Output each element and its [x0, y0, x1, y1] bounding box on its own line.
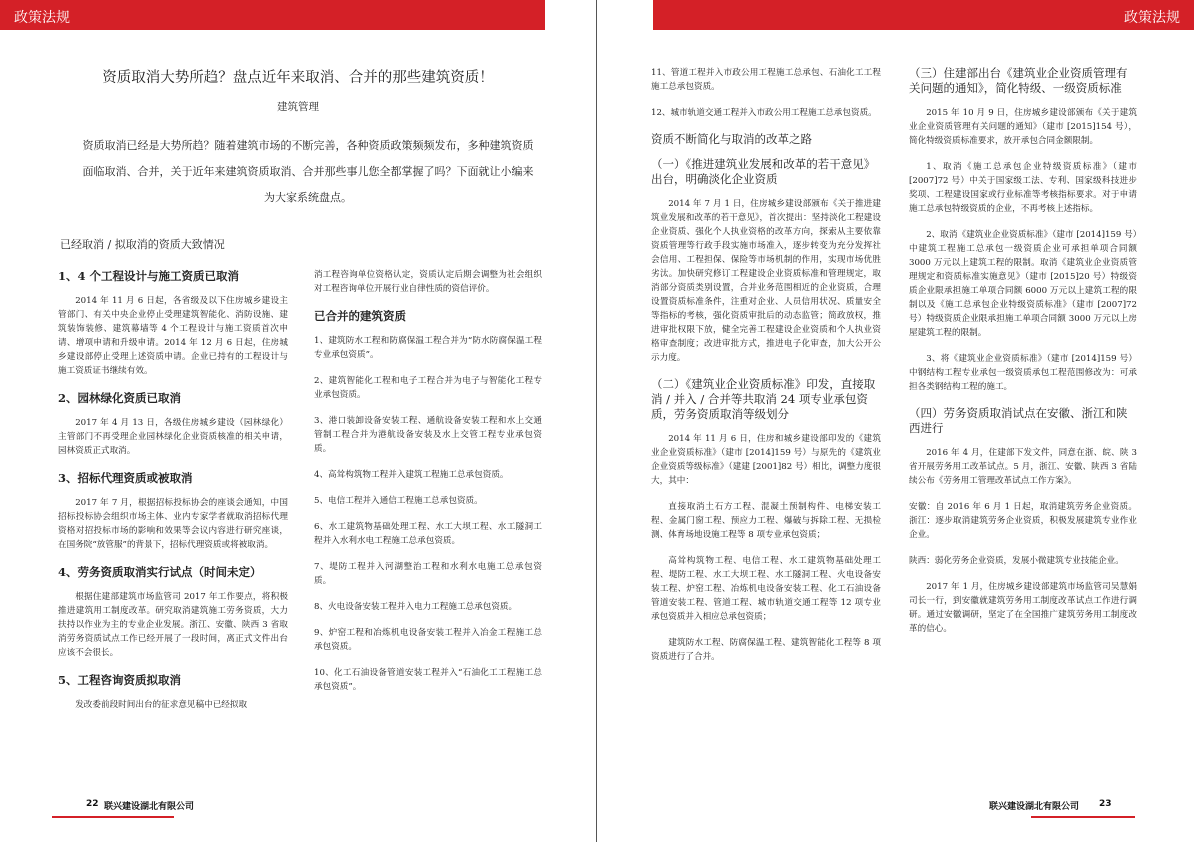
page-number-right: 23 — [1099, 799, 1112, 809]
paragraph: 3、将《建筑业企业资质标准》（建市 [2014]159 号）中钢结构工程专业承包一级资质承包工程范围修改为：可承担各类钢结构工程的施工。 — [909, 354, 1137, 392]
paragraph: 9、炉窑工程和冶炼机电设备安装工程并入冶金工程施工总承包资质。 — [314, 628, 542, 652]
subheading: 2、园林绿化资质已取消 — [58, 391, 182, 405]
footer-company-right: 联兴建设湖北有限公司 — [989, 802, 1080, 812]
right-column-1 — [651, 66, 881, 676]
paragraph: 建筑防水工程、防腐保温工程、建筑智能化工程等 8 项资质进行了合并。 — [651, 638, 881, 662]
subheading: 5、工程咨询资质拟取消 — [58, 673, 182, 687]
paragraph: 2、建筑智能化工程和电子工程合并为电子与智能化工程专业承包资质。 — [314, 376, 542, 400]
paragraph: 1、建筑防水工程和防腐保温工程合并为“防水防腐保温工程专业承包资质”。 — [314, 336, 542, 360]
header-label-left: 政策法规 — [14, 10, 70, 26]
page-number-left: 22 — [86, 799, 99, 809]
subheading: 3、招标代理资质或被取消 — [58, 471, 193, 485]
paragraph: 2014 年 7 月 1 日，住房城乡建设部颁布《关于推进建筑业发展和改革的若干意见》，首次提出：坚持淡化工程建设企业资质、强化个人执业资格的改革方向，探索从主要依靠资质管理等行政手段实施市场准入，逐步转变为充分发挥社会信用、工程担保、保险等市场机制的作用，实现市场优胜劣汰。加快研究修订工程建设企业资质标准和管理规定，取消部分资质类别设置，合并业务范围相近的企业资质，合理设置资质标准条件，注重对企业、人员信用状况、质量安全等指标的考核，强化资质审批后的动态监管；简政放权，推进审批权限下放，健全完善工程建设企业资质和个人执业资格审查制度；改进审批方式，推进电子化审查，加大公开公示力度。 — [651, 199, 881, 363]
header-label-right: 政策法规 — [1124, 10, 1180, 26]
subheading: （一）《推进建筑业发展和改革的若干意见》出台，明确淡化企业资质 — [651, 157, 876, 186]
left-column-2 — [314, 268, 542, 706]
subheading: 1、4 个工程设计与施工资质已取消 — [58, 269, 240, 283]
article-author: 建筑管理 — [277, 101, 319, 113]
paragraph: 高耸构筑物工程、电信工程、水工建筑物基础处理工程、堤防工程、水工大坝工程、水工隧洞工程、火电设备安装工程、炉窑工程、冶炼机电设备安装工程、化工石油设备管道安装工程、管道工程、城市轨道交通工程等 12 项专业承包资质并入相应总承包资质； — [651, 556, 881, 622]
paragraph: 2017 年 4 月 13 日，各级住房城乡建设（园林绿化）主管部门不再受理企业园林绿化企业资质核准的相关申请，园林资质正式取消。 — [58, 418, 288, 456]
article-intro: 资质取消已经是大势所趋？随着建筑市场的不断完善，各种资质政策频频发布，多种建筑资质面临取消、合并，关于近年来建筑资质取消、合并那些事儿您全都掌握了吗？下面就让小编来为大家系统盘点。 — [82, 139, 534, 204]
header-bar-left — [0, 0, 545, 30]
article-title: 资质取消大势所趋？盘点近年来取消、合并的那些建筑资质！ — [102, 70, 494, 86]
paragraph: 8、火电设备安装工程并入电力工程施工总承包资质。 — [314, 602, 518, 612]
paragraph: 7、堤防工程并入河湖整治工程和水利水电施工总承包资质。 — [314, 562, 542, 586]
subheading: （二）《建筑业企业资质标准》印发，直接取消 / 并入 / 合并等共取消 24 项专业承包资质，劳务资质取消等级划分 — [651, 377, 876, 421]
paragraph: 5、电信工程并入通信工程施工总承包资质。 — [314, 496, 483, 506]
paragraph: 4、高耸构筑物工程并入建筑工程施工总承包资质。 — [314, 470, 509, 480]
paragraph: 根据住建部建筑市场监管司 2017 年工作要点，将积极推进建筑用工制度改革。研究取消建筑施工劳务资质，大力扶持以作业为主的专业企业发展。浙江、安徽、陕西 3 省取消劳务资质试点工作已经开展了一段时间，离正式文件出台应该不会很长。 — [58, 592, 288, 658]
paragraph: 2017 年 1 月，住房城乡建设部建筑市场监管司吴慧娟司长一行，到安徽就建筑劳务用工制度改革试点工作进行调研。通过安徽调研，坚定了在全国推广建筑劳务用工制度改革的信心。 — [909, 582, 1137, 634]
paragraph: 3、港口装卸设备安装工程、通航设备安装工程和水上交通管制工程合并为港航设备安装及水上交管工程专业承包资质。 — [314, 416, 542, 454]
paragraph: 消工程咨询单位资格认定，资质认定后期会调整为社会组织对工程咨询单位开展行业自律性质的资信评价。 — [314, 270, 542, 294]
subheading: 资质不断简化与取消的改革之路 — [651, 132, 812, 146]
right-column-2 — [909, 66, 1137, 648]
paragraph: 2、取消《建筑业企业资质标准》（建市 [2014]159 号）中建筑工程施工总承包一级资质企业可承担单项合同额 3000 万元以上建筑工程的限制。取消《建筑业企业资质管理规定和资质标准实施意见》（建市 [2015]20 号）特级资质企业限承担施工单项合同额 6000 万元以上建筑工程的限制以及《施工总承包企业特级资质标准》（建市 [2007]72 号）特级资质企业限承担施工单项合同额 3000 万元以上房屋建筑工程的限制。 — [909, 230, 1137, 338]
paragraph: 2016 年 4 月，住建部下发文件，同意在浙、皖、陕 3 省开展劳务用工改革试点。5 月，浙江、安徽、陕西 3 省陆续公布《劳务用工管理改革试点工作方案》。 — [909, 448, 1137, 486]
subheading: 4、劳务资质取消实行试点（时间未定） — [58, 565, 262, 579]
subheading: 已合并的建筑资质 — [314, 309, 406, 323]
paragraph: 发改委前段时间出台的征求意见稿中已经拟取 — [75, 700, 248, 710]
footer-company-left: 联兴建设湖北有限公司 — [104, 802, 195, 812]
subheading: （三）住建部出台《建筑业企业资质管理有关问题的通知》，简化特级、一级资质标准 — [909, 66, 1128, 95]
subheading: （四）劳务资质取消试点在安徽、浙江和陕西进行 — [909, 406, 1128, 435]
paragraph: 11、管道工程并入市政公用工程施工总承包、石油化工工程施工总承包资质。 — [651, 68, 881, 92]
footer-rule-right — [1031, 816, 1135, 818]
section-title: 已经取消 / 拟取消的资质大致情况 — [60, 238, 225, 251]
paragraph: 2017 年 7 月，根据招标投标协会的座谈会通知，中国招标投标协会组织市场主体、业内专家学者就取消招标代理资格对招投标市场的影响和效果等会议内容进行研究座谈，在国务院“放管服”的背景下，招标代理资质或将被取消。 — [58, 498, 288, 550]
paragraph: 陕西：弱化劳务企业资质，发展小微建筑专业技能企业。 — [909, 556, 1124, 566]
paragraph: 6、水工建筑物基础处理工程、水工大坝工程、水工隧洞工程并入水利水电工程施工总承包资质。 — [314, 522, 542, 546]
paragraph: 10、化工石油设备管道安装工程并入“石油化工工程施工总承包资质”。 — [314, 668, 542, 692]
paragraph: 12、城市轨道交通工程并入市政公用工程施工总承包资质。 — [651, 108, 877, 118]
paragraph: 1、取消《施工总承包企业特级资质标准》（建市 [2007]72 号）中关于国家级工法、专利、国家级科技进步奖项、工程建设国家或行业标准等考核指标要求。对于申请施工总承包特级资质的企业，不再考核上述指标。 — [909, 162, 1137, 214]
paragraph: 2014 年 11 月 6 日起，各省级及以下住房城乡建设主管部门、有关中央企业停止受理建筑智能化、消防设施、建筑装饰装修、建筑幕墙等 4 个工程设计与施工资质首次申请、增项申请和升级申请。2014 年 12 月 6 日起，住房城乡建设部停止受理上述资质申请。企业已持有的工程设计与施工资质证书继续有效。 — [58, 296, 288, 376]
right-page — [597, 0, 1194, 842]
header-bar-right — [653, 0, 1194, 30]
paragraph: 2014 年 11 月 6 日，住房和城乡建设部印发的《建筑业企业资质标准》（建市 [2014]159 号）与原先的《建筑业企业资质等级标准》（建建 [2001]82 号）相比，调整力度很大，其中： — [651, 434, 881, 486]
footer-rule-left — [52, 816, 174, 818]
paragraph: 2015 年 10 月 9 日，住房城乡建设部颁布《关于建筑业企业资质管理有关问题的通知》（建市 [2015]154 号），简化特级资质标准要求，放开承包合同金额限制。 — [909, 108, 1137, 146]
paragraph: 安徽：自 2016 年 6 月 1 日起，取消建筑劳务企业资质。浙江：逐步取消建筑劳务企业资质，积极发展建筑专业作业企业。 — [909, 502, 1137, 540]
paragraph: 直接取消土石方工程、混凝土预制构件、电梯安装工程、金属门窗工程、预应力工程、爆破与拆除工程、无损检测、体育场地设施工程等 8 项专业承包资质； — [651, 502, 881, 540]
left-column-1 — [58, 268, 288, 724]
